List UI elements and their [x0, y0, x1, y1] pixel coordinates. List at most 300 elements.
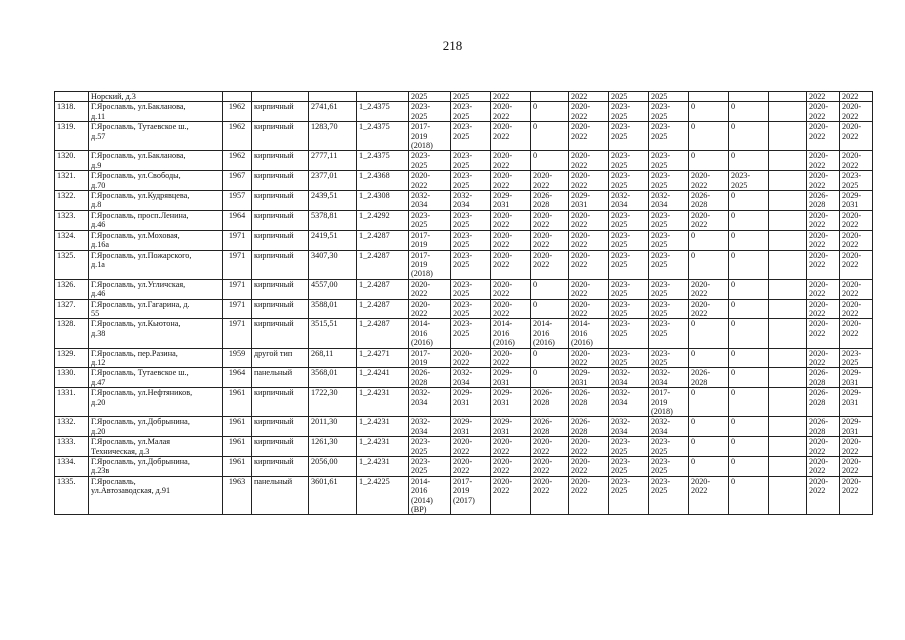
work-period-2-cell: 2020- 2022 — [451, 457, 491, 477]
build-year-cell: 1961 — [223, 457, 252, 477]
address-cell: Г.Ярославль, ул.Пожарского, д.1а — [89, 250, 223, 279]
work-period-7-cell: 2032- 2034 — [649, 417, 689, 437]
row-number-cell: 1333. — [55, 437, 89, 457]
work-period-9-cell: 2023- 2025 — [729, 171, 769, 191]
build-year-cell: 1964 — [223, 210, 252, 230]
work-period-6-cell: 2023- 2025 — [609, 437, 649, 457]
total-area-cell: 3601,61 — [309, 476, 357, 515]
work-period-9-cell: 0 — [729, 348, 769, 368]
work-period-4-cell: 2020- 2022 — [531, 171, 569, 191]
record-code-cell: 1_2.4287 — [357, 279, 409, 299]
work-period-7-cell: 2025 — [649, 92, 689, 102]
work-period-3-cell: 2020- 2022 — [491, 437, 531, 457]
total-area-cell: 2377,01 — [309, 171, 357, 191]
build-year-cell: 1961 — [223, 437, 252, 457]
work-period-9-cell: 0 — [729, 417, 769, 437]
table-row — [55, 388, 873, 417]
work-period-1-cell: 2025 — [409, 92, 451, 102]
build-year-cell: 1971 — [223, 299, 252, 319]
wall-material-cell: кирпичный — [252, 457, 309, 477]
work-period-2-cell: 2017- 2019 (2017) — [451, 476, 491, 515]
work-period-8-cell: 0 — [689, 457, 729, 477]
work-period-2-cell: 2029- 2031 — [451, 388, 491, 417]
work-period-10-cell — [769, 437, 807, 457]
work-period-6-cell: 2023- 2025 — [609, 151, 649, 171]
total-area-cell: 5378,81 — [309, 210, 357, 230]
work-period-7-cell: 2023- 2025 — [649, 102, 689, 122]
record-code-cell: 1_2.4287 — [357, 319, 409, 348]
work-period-4-cell: 2020- 2022 — [531, 437, 569, 457]
work-period-6-cell: 2032- 2034 — [609, 191, 649, 211]
work-period-3-cell: 2020- 2022 — [491, 348, 531, 368]
table-row — [55, 279, 873, 299]
work-period-11-cell: 2026- 2028 — [807, 191, 840, 211]
work-period-12-cell: 2020- 2022 — [840, 437, 873, 457]
work-period-2-cell: 2023- 2025 — [451, 210, 491, 230]
work-period-3-cell: 2020- 2022 — [491, 476, 531, 515]
total-area-cell: 1722,30 — [309, 388, 357, 417]
address-cell: Г.Ярославль, ул.Бакланова, д.9 — [89, 151, 223, 171]
work-period-7-cell: 2023- 2025 — [649, 122, 689, 151]
work-period-8-cell: 2020- 2022 — [689, 171, 729, 191]
address-cell: Г.Ярославль, ул.Кудрявцева, д.8 — [89, 191, 223, 211]
total-area-cell: 2777,11 — [309, 151, 357, 171]
work-period-1-cell: 2017- 2019 (2018) — [409, 250, 451, 279]
work-period-2-cell: 2032- 2034 — [451, 191, 491, 211]
work-period-5-cell: 2014- 2016 (2016) — [569, 319, 609, 348]
wall-material-cell: панельный — [252, 368, 309, 388]
work-period-12-cell: 2020- 2022 — [840, 230, 873, 250]
row-number-cell: 1326. — [55, 279, 89, 299]
work-period-3-cell: 2020- 2022 — [491, 279, 531, 299]
work-period-1-cell: 2017- 2019 — [409, 348, 451, 368]
wall-material-cell: кирпичный — [252, 230, 309, 250]
work-period-7-cell: 2017- 2019 (2018) — [649, 388, 689, 417]
work-period-5-cell: 2022 — [569, 92, 609, 102]
work-period-3-cell: 2020- 2022 — [491, 210, 531, 230]
work-period-11-cell: 2020- 2022 — [807, 319, 840, 348]
work-period-12-cell: 2029- 2031 — [840, 191, 873, 211]
work-period-3-cell: 2020- 2022 — [491, 230, 531, 250]
work-period-5-cell: 2020- 2022 — [569, 151, 609, 171]
work-period-4-cell: 0 — [531, 299, 569, 319]
record-code-cell: 1_2.4231 — [357, 417, 409, 437]
address-cell: Г.Ярославль, ул.Угличская, д.46 — [89, 279, 223, 299]
wall-material-cell: кирпичный — [252, 210, 309, 230]
work-period-2-cell: 2023- 2025 — [451, 102, 491, 122]
work-period-9-cell: 0 — [729, 210, 769, 230]
wall-material-cell: кирпичный — [252, 319, 309, 348]
work-period-3-cell: 2020- 2022 — [491, 151, 531, 171]
wall-material-cell: кирпичный — [252, 151, 309, 171]
work-period-10-cell — [769, 299, 807, 319]
work-period-4-cell: 0 — [531, 122, 569, 151]
work-period-8-cell — [689, 92, 729, 102]
total-area-cell — [309, 92, 357, 102]
work-period-5-cell: 2029- 2031 — [569, 368, 609, 388]
row-number-cell: 1323. — [55, 210, 89, 230]
address-cell: Г.Ярославль, просп.Ленина, д.46 — [89, 210, 223, 230]
wall-material-cell: кирпичный — [252, 299, 309, 319]
wall-material-cell: кирпичный — [252, 279, 309, 299]
work-period-8-cell: 2020- 2022 — [689, 279, 729, 299]
total-area-cell: 1283,70 — [309, 122, 357, 151]
work-period-9-cell: 0 — [729, 230, 769, 250]
work-period-10-cell — [769, 368, 807, 388]
row-number-cell: 1334. — [55, 457, 89, 477]
work-period-7-cell: 2032- 2034 — [649, 368, 689, 388]
total-area-cell: 2056,00 — [309, 457, 357, 477]
record-code-cell: 1_2.4375 — [357, 122, 409, 151]
work-period-5-cell: 2020- 2022 — [569, 279, 609, 299]
work-period-4-cell: 2020- 2022 — [531, 210, 569, 230]
work-period-4-cell: 0 — [531, 279, 569, 299]
record-code-cell: 1_2.4231 — [357, 388, 409, 417]
work-period-9-cell — [729, 92, 769, 102]
work-period-8-cell: 0 — [689, 250, 729, 279]
work-period-10-cell — [769, 476, 807, 515]
row-number-cell — [55, 92, 89, 102]
work-period-4-cell: 0 — [531, 348, 569, 368]
work-period-9-cell: 0 — [729, 151, 769, 171]
build-year-cell: 1967 — [223, 171, 252, 191]
work-period-2-cell: 2020- 2022 — [451, 437, 491, 457]
build-year-cell: 1971 — [223, 319, 252, 348]
row-number-cell: 1318. — [55, 102, 89, 122]
row-number-cell: 1327. — [55, 299, 89, 319]
work-period-10-cell — [769, 348, 807, 368]
wall-material-cell — [252, 92, 309, 102]
work-period-6-cell: 2023- 2025 — [609, 102, 649, 122]
work-period-7-cell: 2023- 2025 — [649, 230, 689, 250]
row-number-cell: 1328. — [55, 319, 89, 348]
work-period-5-cell: 2020- 2022 — [569, 210, 609, 230]
table-row — [55, 102, 873, 122]
work-period-8-cell: 0 — [689, 151, 729, 171]
work-period-10-cell — [769, 171, 807, 191]
work-period-9-cell: 0 — [729, 368, 769, 388]
work-period-12-cell: 2020- 2022 — [840, 319, 873, 348]
work-period-2-cell: 2023- 2025 — [451, 230, 491, 250]
work-period-10-cell — [769, 191, 807, 211]
work-period-11-cell: 2020- 2022 — [807, 171, 840, 191]
work-period-7-cell: 2023- 2025 — [649, 348, 689, 368]
work-period-7-cell: 2023- 2025 — [649, 210, 689, 230]
build-year-cell: 1964 — [223, 368, 252, 388]
work-period-7-cell: 2023- 2025 — [649, 457, 689, 477]
table-row — [55, 348, 873, 368]
address-cell: Норский, д.3 — [89, 92, 223, 102]
work-period-5-cell: 2020- 2022 — [569, 437, 609, 457]
address-cell: Г.Ярославль, ул.Бакланова, д.11 — [89, 102, 223, 122]
work-period-3-cell: 2020- 2022 — [491, 122, 531, 151]
work-period-3-cell: 2029- 2031 — [491, 368, 531, 388]
address-cell: Г.Ярославль, пер.Разина, д.12 — [89, 348, 223, 368]
work-period-4-cell — [531, 92, 569, 102]
work-period-9-cell: 0 — [729, 279, 769, 299]
work-period-8-cell: 2026- 2028 — [689, 191, 729, 211]
work-period-11-cell: 2026- 2028 — [807, 417, 840, 437]
total-area-cell: 3588,01 — [309, 299, 357, 319]
table-row — [55, 368, 873, 388]
page-number: 218 — [442, 38, 463, 53]
work-period-6-cell: 2023- 2025 — [609, 457, 649, 477]
work-period-10-cell — [769, 102, 807, 122]
work-period-5-cell: 2020- 2022 — [569, 171, 609, 191]
record-code-cell: 1_2.4231 — [357, 437, 409, 457]
work-period-12-cell: 2020- 2022 — [840, 122, 873, 151]
total-area-cell: 4557,00 — [309, 279, 357, 299]
work-period-5-cell: 2026- 2028 — [569, 417, 609, 437]
work-period-5-cell: 2020- 2022 — [569, 348, 609, 368]
work-period-3-cell: 2020- 2022 — [491, 250, 531, 279]
work-period-11-cell: 2020- 2022 — [807, 476, 840, 515]
work-period-12-cell: 2029- 2031 — [840, 388, 873, 417]
work-period-1-cell: 2023- 2025 — [409, 457, 451, 477]
work-period-1-cell: 2020- 2022 — [409, 299, 451, 319]
work-period-7-cell: 2023- 2025 — [649, 476, 689, 515]
build-year-cell: 1957 — [223, 191, 252, 211]
build-year-cell: 1971 — [223, 230, 252, 250]
total-area-cell: 2419,51 — [309, 230, 357, 250]
work-period-6-cell: 2023- 2025 — [609, 279, 649, 299]
work-period-7-cell: 2032- 2034 — [649, 191, 689, 211]
work-period-12-cell: 2020- 2022 — [840, 476, 873, 515]
wall-material-cell: кирпичный — [252, 250, 309, 279]
address-cell: Г.Ярославль, ул.Малая Техническая, д.3 — [89, 437, 223, 457]
build-year-cell: 1962 — [223, 151, 252, 171]
row-number-cell: 1325. — [55, 250, 89, 279]
work-period-3-cell: 2029- 2031 — [491, 417, 531, 437]
work-period-7-cell: 2023- 2025 — [649, 319, 689, 348]
work-period-12-cell: 2029- 2031 — [840, 368, 873, 388]
work-period-6-cell: 2032- 2034 — [609, 417, 649, 437]
work-period-6-cell: 2023- 2025 — [609, 230, 649, 250]
work-period-12-cell: 2022 — [840, 92, 873, 102]
work-period-8-cell: 2026- 2028 — [689, 368, 729, 388]
work-period-10-cell — [769, 230, 807, 250]
work-period-11-cell: 2020- 2022 — [807, 122, 840, 151]
work-period-12-cell: 2020- 2022 — [840, 210, 873, 230]
work-period-1-cell: 2032- 2034 — [409, 388, 451, 417]
work-period-1-cell: 2032- 2034 — [409, 417, 451, 437]
work-period-2-cell: 2029- 2031 — [451, 417, 491, 437]
work-period-3-cell: 2020- 2022 — [491, 457, 531, 477]
work-period-2-cell: 2023- 2025 — [451, 319, 491, 348]
work-period-6-cell: 2023- 2025 — [609, 210, 649, 230]
work-period-9-cell: 0 — [729, 122, 769, 151]
work-period-6-cell: 2023- 2025 — [609, 171, 649, 191]
work-period-10-cell — [769, 151, 807, 171]
work-period-6-cell: 2025 — [609, 92, 649, 102]
total-area-cell: 3407,30 — [309, 250, 357, 279]
work-period-11-cell: 2026- 2028 — [807, 388, 840, 417]
work-period-6-cell: 2023- 2025 — [609, 299, 649, 319]
table-row — [55, 191, 873, 211]
table-body — [55, 92, 873, 515]
work-period-7-cell: 2023- 2025 — [649, 299, 689, 319]
build-year-cell: 1971 — [223, 250, 252, 279]
record-code-cell: 1_2.4287 — [357, 250, 409, 279]
work-period-1-cell: 2023- 2025 — [409, 437, 451, 457]
work-period-4-cell: 2026- 2028 — [531, 417, 569, 437]
row-number-cell: 1322. — [55, 191, 89, 211]
work-period-11-cell: 2020- 2022 — [807, 279, 840, 299]
work-period-4-cell: 2014- 2016 (2016) — [531, 319, 569, 348]
work-period-4-cell: 2020- 2022 — [531, 250, 569, 279]
work-period-12-cell: 2020- 2022 — [840, 279, 873, 299]
work-period-12-cell: 2020- 2022 — [840, 102, 873, 122]
work-period-10-cell — [769, 388, 807, 417]
work-period-4-cell: 0 — [531, 151, 569, 171]
work-period-8-cell: 0 — [689, 102, 729, 122]
row-number-cell: 1324. — [55, 230, 89, 250]
work-period-3-cell: 2020- 2022 — [491, 299, 531, 319]
work-period-10-cell — [769, 122, 807, 151]
record-code-cell: 1_2.4308 — [357, 191, 409, 211]
work-period-1-cell: 2023- 2025 — [409, 151, 451, 171]
build-year-cell: 1971 — [223, 279, 252, 299]
work-period-1-cell: 2017- 2019 (2018) — [409, 122, 451, 151]
build-year-cell: 1963 — [223, 476, 252, 515]
work-period-10-cell — [769, 319, 807, 348]
row-number-cell: 1329. — [55, 348, 89, 368]
work-period-7-cell: 2023- 2025 — [649, 250, 689, 279]
work-period-6-cell: 2023- 2025 — [609, 122, 649, 151]
work-period-4-cell: 2026- 2028 — [531, 191, 569, 211]
build-year-cell: 1962 — [223, 122, 252, 151]
work-period-7-cell: 2023- 2025 — [649, 171, 689, 191]
address-cell: Г.Ярославль, ул.Добрынина, д.20 — [89, 417, 223, 437]
build-year-cell — [223, 92, 252, 102]
address-cell: Г.Ярославль, ул.Моховая, д.16а — [89, 230, 223, 250]
work-period-11-cell: 2020- 2022 — [807, 299, 840, 319]
work-period-3-cell: 2029- 2031 — [491, 191, 531, 211]
work-period-10-cell — [769, 279, 807, 299]
work-period-4-cell: 2020- 2022 — [531, 457, 569, 477]
work-period-1-cell: 2023- 2025 — [409, 210, 451, 230]
work-period-2-cell: 2023- 2025 — [451, 250, 491, 279]
record-code-cell — [357, 92, 409, 102]
work-period-5-cell: 2020- 2022 — [569, 457, 609, 477]
work-period-6-cell: 2023- 2025 — [609, 250, 649, 279]
work-period-5-cell: 2020- 2022 — [569, 230, 609, 250]
total-area-cell: 3515,51 — [309, 319, 357, 348]
work-period-5-cell: 2020- 2022 — [569, 122, 609, 151]
table-row — [55, 92, 873, 102]
work-period-4-cell: 2020- 2022 — [531, 476, 569, 515]
work-period-8-cell: 0 — [689, 388, 729, 417]
work-period-1-cell: 2023- 2025 — [409, 102, 451, 122]
address-cell: Г.Ярославль, ул.Добрынина, д.23в — [89, 457, 223, 477]
work-period-9-cell: 0 — [729, 437, 769, 457]
work-period-9-cell: 0 — [729, 250, 769, 279]
work-period-3-cell: 2029- 2031 — [491, 388, 531, 417]
address-cell: Г.Ярославль, ул.Кьютона, д.38 — [89, 319, 223, 348]
work-period-6-cell: 2023- 2025 — [609, 476, 649, 515]
table-row — [55, 151, 873, 171]
address-cell: Г.Ярославль, ул.Нефтяников, д.20 — [89, 388, 223, 417]
total-area-cell: 2741,61 — [309, 102, 357, 122]
wall-material-cell: кирпичный — [252, 417, 309, 437]
work-period-11-cell: 2020- 2022 — [807, 457, 840, 477]
work-period-2-cell: 2023- 2025 — [451, 151, 491, 171]
work-period-2-cell: 2023- 2025 — [451, 171, 491, 191]
work-period-1-cell: 2026- 2028 — [409, 368, 451, 388]
work-period-6-cell: 2032- 2034 — [609, 388, 649, 417]
work-period-12-cell: 2023- 2025 — [840, 348, 873, 368]
work-period-8-cell: 0 — [689, 319, 729, 348]
work-period-8-cell: 0 — [689, 348, 729, 368]
wall-material-cell: кирпичный — [252, 191, 309, 211]
work-period-9-cell: 0 — [729, 191, 769, 211]
address-cell: Г.Ярославль, ул.Гагарина, д. 55 — [89, 299, 223, 319]
work-period-5-cell: 2020- 2022 — [569, 102, 609, 122]
work-period-2-cell: 2023- 2025 — [451, 122, 491, 151]
work-period-12-cell: 2020- 2022 — [840, 299, 873, 319]
record-code-cell: 1_2.4375 — [357, 151, 409, 171]
wall-material-cell: кирпичный — [252, 102, 309, 122]
work-period-5-cell: 2020- 2022 — [569, 250, 609, 279]
wall-material-cell: кирпичный — [252, 388, 309, 417]
work-period-1-cell: 2032- 2034 — [409, 191, 451, 211]
build-year-cell: 1961 — [223, 388, 252, 417]
table-row — [55, 299, 873, 319]
work-period-8-cell: 2020- 2022 — [689, 210, 729, 230]
housing-register-table — [54, 91, 873, 515]
record-code-cell: 1_2.4375 — [357, 102, 409, 122]
work-period-9-cell: 0 — [729, 299, 769, 319]
record-code-cell: 1_2.4231 — [357, 457, 409, 477]
work-period-12-cell: 2020- 2022 — [840, 151, 873, 171]
work-period-5-cell: 2026- 2028 — [569, 388, 609, 417]
work-period-7-cell: 2023- 2025 — [649, 437, 689, 457]
table-row — [55, 476, 873, 515]
work-period-6-cell: 2023- 2025 — [609, 319, 649, 348]
work-period-1-cell: 2020- 2022 — [409, 279, 451, 299]
table-row — [55, 230, 873, 250]
work-period-4-cell: 0 — [531, 102, 569, 122]
work-period-12-cell: 2020- 2022 — [840, 250, 873, 279]
work-period-8-cell: 2020- 2022 — [689, 299, 729, 319]
record-code-cell: 1_2.4287 — [357, 299, 409, 319]
build-year-cell: 1962 — [223, 102, 252, 122]
table-row — [55, 122, 873, 151]
total-area-cell: 2011,30 — [309, 417, 357, 437]
total-area-cell: 3568,01 — [309, 368, 357, 388]
work-period-11-cell: 2020- 2022 — [807, 102, 840, 122]
table-row — [55, 437, 873, 457]
record-code-cell: 1_2.4271 — [357, 348, 409, 368]
row-number-cell: 1335. — [55, 476, 89, 515]
row-number-cell: 1330. — [55, 368, 89, 388]
table-row — [55, 319, 873, 348]
work-period-7-cell: 2023- 2025 — [649, 151, 689, 171]
record-code-cell: 1_2.4368 — [357, 171, 409, 191]
work-period-9-cell: 0 — [729, 457, 769, 477]
work-period-3-cell: 2020- 2022 — [491, 171, 531, 191]
work-period-11-cell: 2020- 2022 — [807, 151, 840, 171]
record-code-cell: 1_2.4241 — [357, 368, 409, 388]
wall-material-cell: кирпичный — [252, 122, 309, 151]
work-period-8-cell: 0 — [689, 417, 729, 437]
work-period-12-cell: 2020- 2022 — [840, 457, 873, 477]
wall-material-cell: панельный — [252, 476, 309, 515]
wall-material-cell: кирпичный — [252, 171, 309, 191]
work-period-11-cell: 2020- 2022 — [807, 437, 840, 457]
record-code-cell: 1_2.4225 — [357, 476, 409, 515]
work-period-5-cell: 2020- 2022 — [569, 476, 609, 515]
